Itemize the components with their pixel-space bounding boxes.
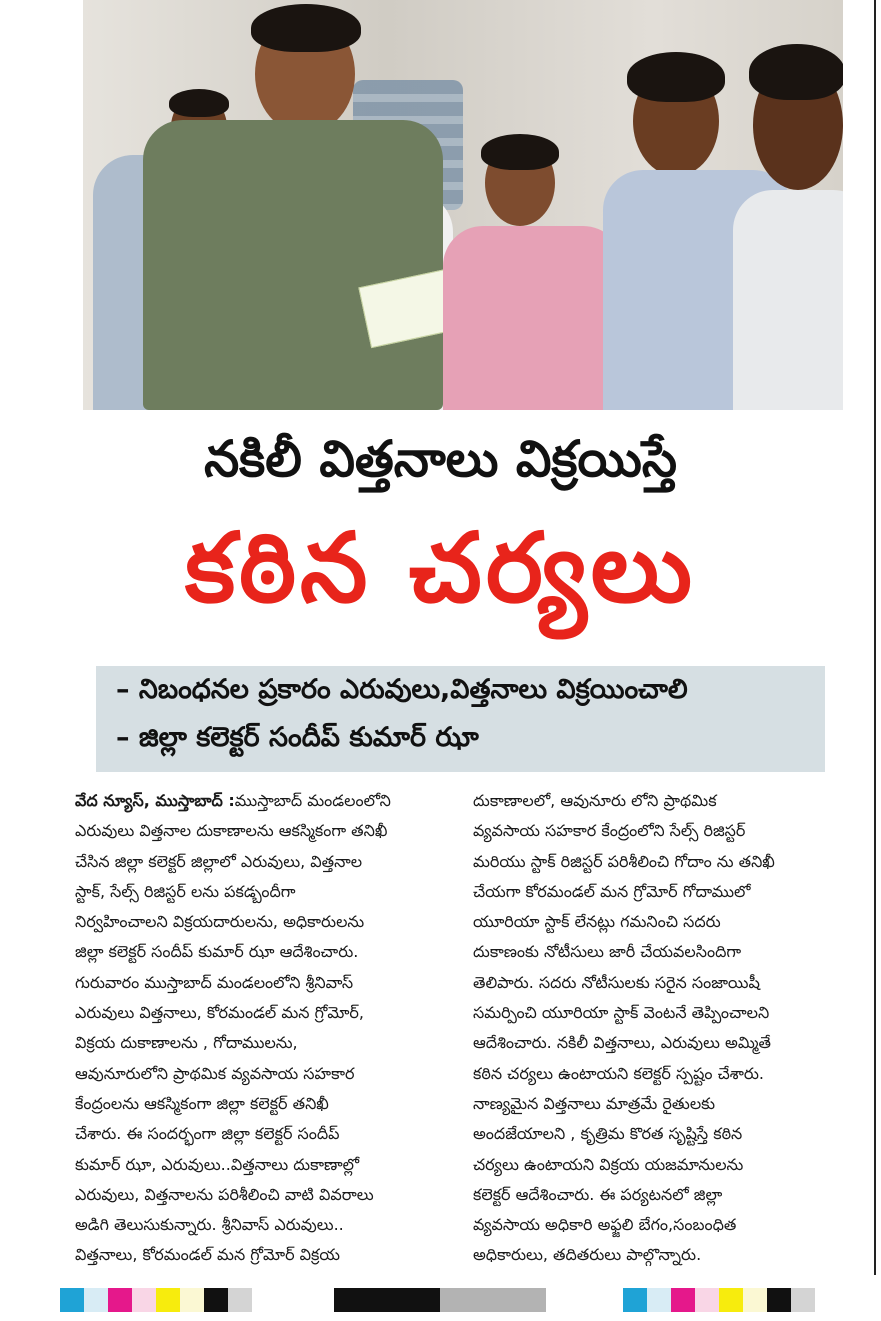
- registration-swatch: [334, 1288, 440, 1312]
- article-line: విత్తనాలు, కోరమండల్ మన గ్రోమోర్ విక్రయ: [75, 1245, 340, 1265]
- registration-swatch: [767, 1288, 791, 1312]
- article-line: అడిగి తెలుసుకున్నారు. శ్రీనివాస్ ఎరువులు..: [75, 1215, 344, 1235]
- article-column-2: [473, 786, 843, 1271]
- article-line: స్టాక్, సేల్స్ రిజిస్టర్ లను పకడ్బందీగా: [75, 881, 296, 901]
- registration-swatch: [228, 1288, 252, 1312]
- article-line: కుమార్ ఝా, ఎరువులు..విత్తనాలు దుకాణాల్లో: [75, 1154, 360, 1174]
- article-line: వ్యవసాయ అధికారి అఫ్జలి బేగం,సంబంధిత: [473, 1215, 737, 1235]
- registration-swatch: [132, 1288, 156, 1312]
- registration-swatch: [108, 1288, 132, 1312]
- registration-swatch: [156, 1288, 180, 1312]
- registration-swatch: [719, 1288, 743, 1312]
- article-line: ఎరువులు, విత్తనాలను పరిశీలించి వాటి వివరాలు: [75, 1184, 374, 1204]
- article-line: వేద న్యూస్, ముస్తాబాద్ :ముస్తాబాద్ మండలంలోని: [75, 791, 391, 810]
- registration-swatch: [60, 1288, 84, 1312]
- registration-swatch: [623, 1288, 647, 1312]
- article-line: అధికారులు, తదితరులు పాల్గొన్నారు.: [473, 1245, 702, 1265]
- article-line: జిల్లా కలెక్టర్ సందీప్ కుమార్ ఝా ఆదేశించారు.: [75, 942, 359, 962]
- article-line: ఆవునూరులోని ప్రాథమిక వ్యవసాయ సహకార: [75, 1063, 355, 1083]
- article-line: సమర్పించి యూరియా స్టాక్ వెంటనే తెప్పించాలని: [473, 1003, 770, 1023]
- article-line: దుకాణాలలో, ఆవునూరు లోని ప్రాథమిక: [473, 791, 717, 810]
- article-line: విక్రయ దుకాణాలను , గోదాములను,: [75, 1033, 298, 1053]
- article-line: చేయగా కోరమండల్ మన గ్రోమోర్ గోదాములో: [473, 881, 751, 901]
- registration-swatch: [204, 1288, 228, 1312]
- headline-main: కఠిన చర్యలు: [185, 512, 696, 624]
- registration-swatch: [671, 1288, 695, 1312]
- registration-swatch: [440, 1288, 546, 1312]
- registration-swatch: [180, 1288, 204, 1312]
- article-line: తెలిపారు. సదరు నోటీసులకు సరైన సంజాయిషీ: [473, 972, 760, 992]
- headline-kicker: నకిలీ విత్తనాలు విక్రయిస్తే: [204, 430, 677, 488]
- article-line: నాణ్యమైన విత్తనాలు మాత్రమే రైతులకు: [473, 1093, 716, 1113]
- article-line: కేంద్రంలను ఆకస్మికంగా జిల్లా కలెక్టర్ తనిఖీ: [75, 1093, 329, 1113]
- article-line: ఆదేశించారు. నకిలీ విత్తనాలు, ఎరువులు అమ్మితే: [473, 1033, 771, 1053]
- article-line: మరియు స్టాక్ రిజిస్టర్ పరిశీలించి గోదాం ను తనిఖీ: [473, 851, 775, 871]
- news-photo: [83, 0, 843, 410]
- article-line: దుకాణంకు నోటీసులు జారీ చేయవలసిందిగా: [473, 942, 742, 962]
- registration-swatch: [791, 1288, 815, 1312]
- article-line: నిర్వహించాలని విక్రయదారులను, అధికారులను: [75, 912, 365, 932]
- article-line: అందజేయాలని , కృత్రిమ కొరత సృష్టిస్తే కఠిన: [473, 1124, 743, 1144]
- article-line: చేశారు. ఈ సందర్భంగా జిల్లా కలెక్టర్ సందీప్: [75, 1124, 340, 1144]
- registration-swatch: [84, 1288, 108, 1312]
- article-line: యూరియా స్టాక్ లేనట్లు గమనించి సదరు: [473, 912, 721, 932]
- article-line: చేసిన జిల్లా కలెక్టర్ జిల్లాలో ఎరువులు, విత్తనాల: [75, 851, 363, 871]
- article-line: ఎరువులు విత్తనాల దుకాణాలను ఆకస్మికంగా తనిఖీ: [75, 821, 388, 841]
- article-line: ఎరువులు విత్తనాలు, కోరమండల్ మన గ్రోమోర్,: [75, 1003, 364, 1023]
- registration-swatch: [743, 1288, 767, 1312]
- article-line: గురువారం ముస్తాబాద్ మండలంలోని శ్రీనివాస్: [75, 972, 354, 992]
- article-column-1: [75, 786, 450, 1271]
- deck-point-2: – జిల్లా కలెక్టర్ సందీప్ కుమార్ ఝా: [116, 722, 479, 753]
- article-line: చర్యలు ఉంటాయని విక్రయ యజమానులను: [473, 1154, 744, 1174]
- article-line: కలెక్టర్ ఆదేశించారు. ఈ పర్యటనలో జిల్లా: [473, 1184, 723, 1204]
- article-line: కఠిన చర్యలు ఉంటాయని కలెక్టర్ స్పష్టం చేశారు.: [473, 1063, 764, 1083]
- registration-swatch: [695, 1288, 719, 1312]
- registration-swatch: [647, 1288, 671, 1312]
- byline: వేద న్యూస్, ముస్తాబాద్ :: [75, 791, 235, 810]
- deck-box: [96, 666, 825, 772]
- deck-point-1: – నిబంధనల ప్రకారం ఎరువులు,విత్తనాలు విక్రయించాలి: [116, 674, 688, 705]
- article-line: వ్యవసాయ సహకార కేంద్రంలోని సేల్స్ రిజిస్టర్: [473, 821, 746, 841]
